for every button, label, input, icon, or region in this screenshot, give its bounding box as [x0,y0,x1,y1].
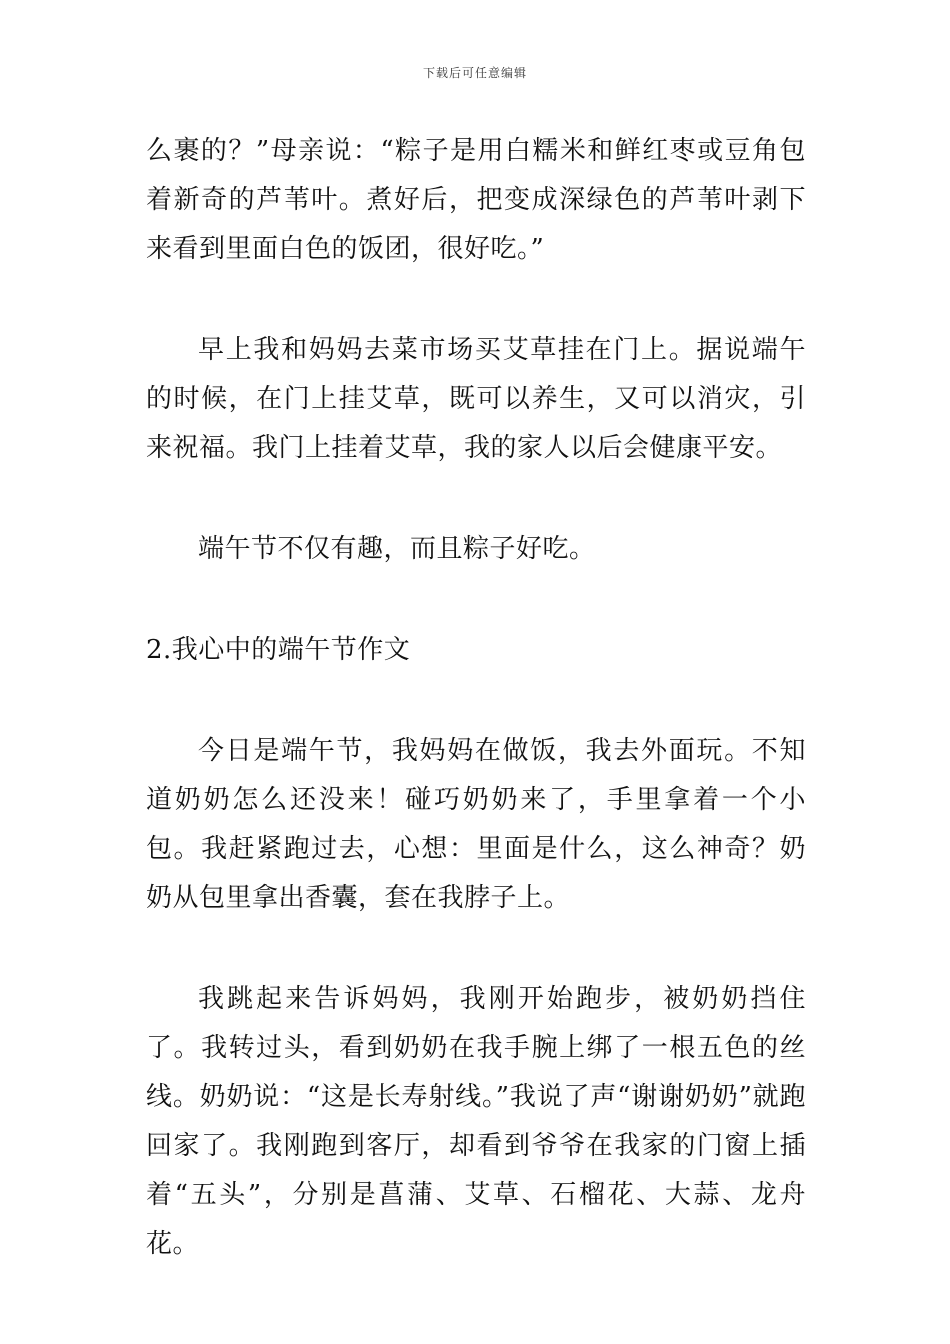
page-header: 下载后可任意编辑 [422,66,527,80]
section-heading: 2.我心中的端午节作文 [146,635,411,665]
document-body [146,127,806,1321]
paragraph-continuation: 么裹的？”母亲说：“粽子是用白糯米和鲜红枣或豆角包着新奇的芦苇叶。煮好后，把变成深绿色的芦苇叶剥下来看到里面白色的饭团，很好吃。” [146,136,806,264]
paragraph-silk-thread: 我跳起来告诉妈妈，我刚开始跑步，被奶奶挡住了。我转过头，看到奶奶在我手腕上绑了一根五色的丝线。奶奶说：“这是长寿射线。”我说了声“谢谢奶奶”就跑回家了。我刚跑到客厅，却看到爷爷在我家的门窗上插着“五头”，分别是菖蒲、艾草、石榴花、大蒜、龙舟花。 [146,984,806,1259]
paragraph-mugwort: 早上我和妈妈去菜市场买艾草挂在门上。据说端午的时候，在门上挂艾草，既可以养生，又可以消灾，引来祝福。我门上挂着艾草，我的家人以后会健康平安。 [146,335,806,463]
paragraph-sachet: 今日是端午节，我妈妈在做饭，我去外面玩。不知道奶奶怎么还没来！碰巧奶奶来了，手里拿着一个小包。我赶紧跑过去，心想：里面是什么，这么神奇？奶奶从包里拿出香囊，套在我脖子上。 [146,736,806,913]
paragraph-summary: 端午节不仅有趣，而且粽子好吃。 [198,534,596,564]
